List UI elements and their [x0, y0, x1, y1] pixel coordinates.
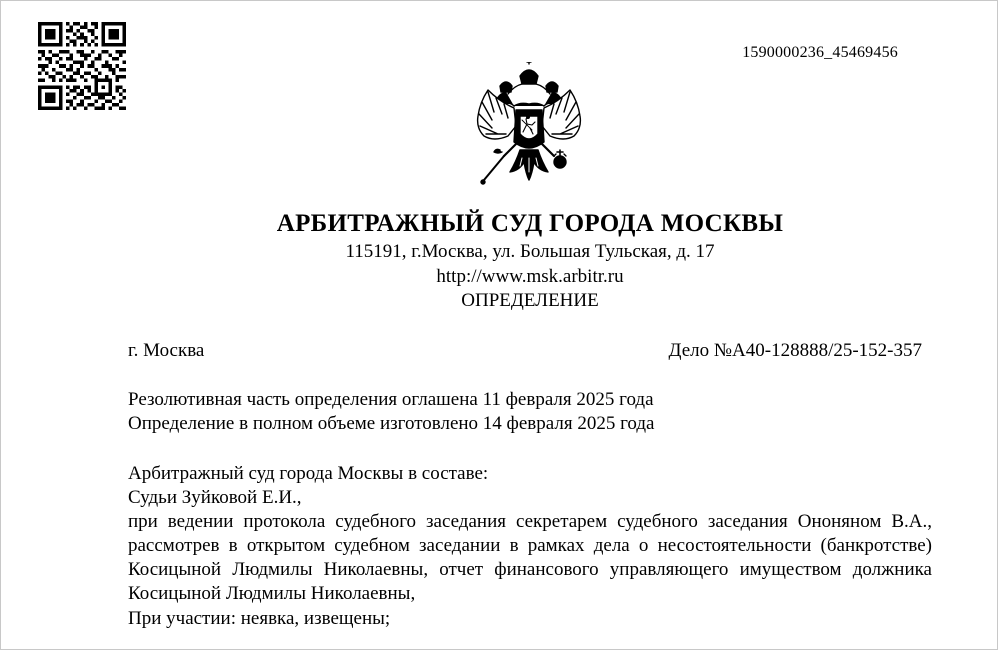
court-name-heading: АРБИТРАЖНЫЙ СУД ГОРОДА МОСКВЫ: [276, 210, 784, 237]
resolution-date-line: Резолютивная часть определения оглашена 11 февраля 2025 года: [128, 389, 654, 410]
city: г. Москва: [128, 340, 205, 361]
full-text-date-line: Определение в полном объеме изготовлено 14 февраля 2025 года: [128, 413, 655, 434]
attendance-line: При участии: неявка, извещены;: [128, 608, 391, 629]
document-id: 1590000236_45469456: [742, 44, 898, 61]
russian-coat-of-arms-icon: [470, 62, 588, 190]
main-paragraph: при ведении протокола судебного заседания секретарем судебного заседания Ононяном В.А., рассмотрев в открытом судебном заседании в рамках дела о несостоятельности (банкротстве) Косицыной Людмилы Николаевны, отчет финансового управляющего имуществом должника Косицыной Людмилы Николаевны,: [128, 511, 932, 604]
case-number: Дело №А40-128888/25-152-357: [668, 340, 922, 361]
judge-line: Судьи Зуйковой Е.И.,: [128, 487, 302, 508]
court-composition-line: Арбитражный суд города Москвы в составе:: [128, 463, 489, 484]
court-address: 115191, г.Москва, ул. Большая Тульская, д. 17: [345, 241, 715, 262]
court-website: http://www.msk.arbitr.ru: [436, 266, 624, 287]
qr-code-icon: [38, 22, 126, 110]
document-type: ОПРЕДЕЛЕНИЕ: [461, 290, 599, 311]
